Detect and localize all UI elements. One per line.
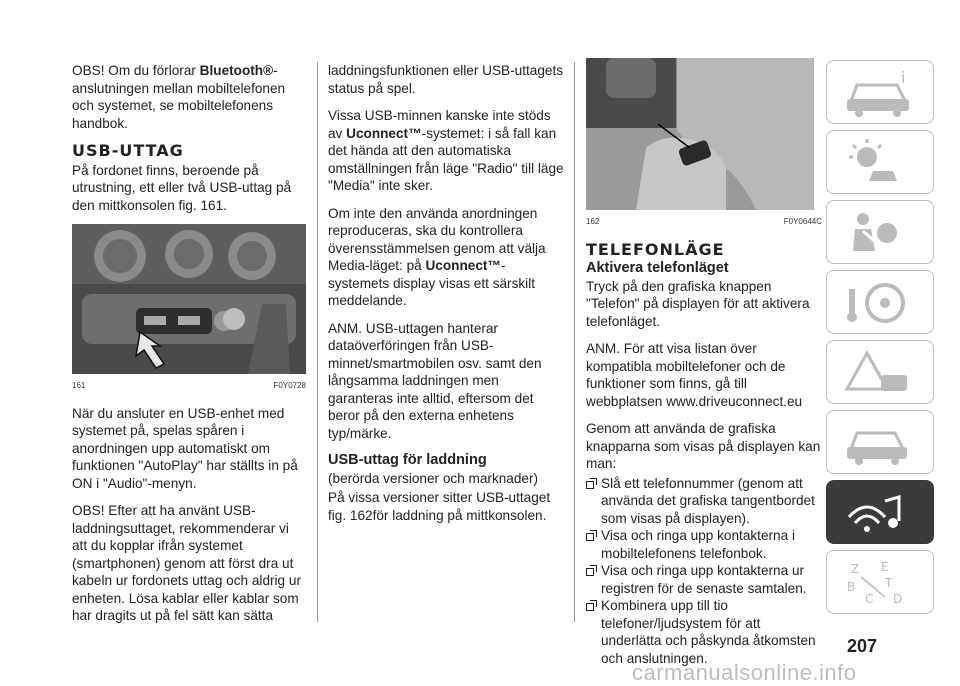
obs-paragraph-2: OBS! Efter att ha använt USB-laddningsuttaget, rekommenderar vi att du kopplar ifrån systemet (smartphonen) genom att först dra ut kabeln ur fordonets uttag och aldrig ur enheten. Lösa kablar eller kablar som har dragits ut på fel sätt kan sätta [72, 503, 301, 623]
uconnect-brand-2: Uconnect™ [425, 258, 502, 273]
bullet-arrow-icon [586, 600, 597, 611]
column-3 [586, 58, 822, 667]
bullet-arrow-icon [586, 530, 597, 541]
bullet-text: Kombinera upp till tio telefoner/ljudsystem för att underlätta och påskynda åtkomsten och anslutningen. [601, 598, 816, 666]
figure-161-caption [72, 377, 306, 395]
page-number: 207 [847, 636, 878, 656]
activate-paragraph: Tryck på den grafiska knappen "Telefon" på displayen för att aktivera telefonläget. [586, 278, 810, 329]
bullet-item [586, 475, 822, 528]
column-divider-2 [574, 62, 575, 622]
bullet-arrow-icon [586, 565, 597, 576]
tab-starting-driving[interactable] [826, 270, 934, 334]
obs1-text: OBS! Om du förlorar [72, 63, 200, 78]
car-info-icon [841, 67, 921, 119]
tab-emergency[interactable] [826, 340, 934, 404]
charge-paragraph: På vissa versioner sitter USB-uttaget fig. 162för laddning på mittkonsolen. [328, 490, 551, 523]
multimedia-icon [841, 487, 921, 539]
column-2 [328, 62, 564, 534]
watermark: carmanualsonline.info [632, 660, 857, 685]
fig161-code: F0Y0728 [273, 381, 306, 390]
versions-note: (berörda versioner och marknader) [328, 470, 539, 486]
bullet-item [586, 527, 822, 562]
bullet-item [586, 562, 822, 597]
fig161-number: 161 [72, 381, 86, 390]
index-letter: Z [851, 562, 860, 576]
notused-text: Om inte den använda anordningen reproduceras, ska du kontrollera överensstämmelsen genom att välja Media-läget: på [328, 205, 546, 273]
warning-triangle-icon [841, 347, 921, 399]
obs1-suffix: -anslutningen mellan mobiltelefonen och systemet, se mobiltelefonens handbok. [72, 63, 286, 131]
index-letter: T [885, 576, 893, 590]
index-letters-icon [841, 557, 921, 609]
figure-162-caption [586, 213, 822, 231]
car-service-icon [841, 417, 921, 469]
charge-heading: USB-uttag för laddning [328, 452, 487, 468]
not-used-paragraph [328, 205, 564, 310]
dashboard-lights-icon [841, 137, 921, 189]
column-divider-1 [317, 62, 318, 622]
buttons-paragraph: Genom att använda de grafiska knapparna som visas på displayen kan man: [586, 421, 821, 471]
tab-car-info[interactable] [826, 60, 934, 124]
notused-suffix: -systemets display visas ett särskilt meddelande. [328, 258, 535, 308]
key-steering-icon [841, 277, 921, 329]
usb-paragraph: På fordonet finns, beroende på utrustning, ett eller två USB-uttag på den mittkonsolen fig. 161. [72, 162, 292, 213]
tab-multimedia[interactable] [826, 480, 934, 544]
bullet-text: Visa och ringa upp kontakterna ur registren för de senaste samtalen. [601, 563, 807, 596]
tab-service[interactable] [826, 410, 934, 474]
obs-paragraph-1 [72, 62, 306, 132]
chapter-sidebar [826, 60, 938, 620]
stick-text: Vissa USB-minnen kanske inte stöds av [328, 108, 551, 141]
bullet-text: Visa och ringa upp kontakterna i mobiltelefonens telefonbok. [601, 528, 795, 561]
tab-safety[interactable] [826, 200, 934, 264]
svg-text:i: i [901, 68, 906, 87]
console-usb-illustration [72, 224, 306, 374]
charging-usb-illustration [586, 58, 814, 210]
airbag-safety-icon [841, 207, 921, 259]
usb-stick-paragraph [328, 107, 564, 195]
usb-heading: USB-UTTAG [72, 141, 184, 160]
connect-paragraph: När du ansluter en USB-enhet med systemet på, spelas spåren i anordningen upp automatiskt om funktionen "AutoPlay" har ställts in på ON i "Audio"-menyn. [72, 405, 298, 491]
bullet-item [586, 597, 822, 667]
uconnect-brand: Uconnect™ [346, 125, 422, 141]
index-letter: E [881, 560, 889, 574]
phone-mode-heading: TELEFONLÄGE [586, 239, 725, 259]
column-1 [72, 62, 306, 635]
fig162-code: F0Y0644C [783, 217, 822, 226]
activate-subheading: Aktivera telefonläget [586, 260, 729, 276]
index-letter: B [847, 580, 856, 594]
index-letter: C [865, 592, 874, 606]
fig162-number: 162 [586, 217, 600, 226]
tab-index[interactable] [826, 550, 934, 614]
anm-paragraph: ANM. USB-uttagen hanterar dataöverföringen från USB-minnet/smartmobilen osv. samt den långsamma laddningen men garanteras inte alltid, eftersom det beror på den externa enhetens typ/märke. [328, 320, 542, 441]
continuation-paragraph: laddningsfunktionen eller USB-uttagets status på spel. [328, 63, 564, 96]
figure-161-image [72, 224, 306, 374]
tab-dashboard[interactable] [826, 130, 934, 194]
bullet-text: Slå ett telefonnummer (genom att använda det grafiska tangentbordet som visas på displayen). [601, 475, 815, 526]
bluetooth-brand: Bluetooth® [199, 63, 274, 78]
phone-anm-paragraph: ANM. För att visa listan över kompatibla mobiltelefoner och de funktioner som finns, gå till webbplatsen www.driveuconnect.eu [586, 341, 803, 409]
stick-suffix: -systemet: i så fall kan det hända att den automatiska omställningen från läge "Radio" till läge "Media" inte sker. [328, 125, 564, 193]
index-letter: D [893, 592, 903, 606]
bullet-arrow-icon [586, 478, 597, 489]
figure-162-image [586, 58, 814, 210]
